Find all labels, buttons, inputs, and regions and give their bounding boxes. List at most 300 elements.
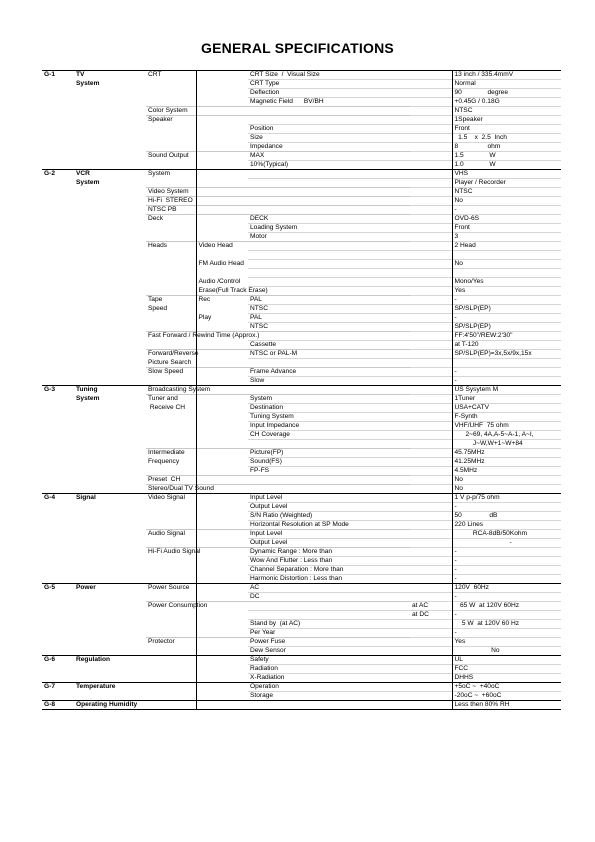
spec-subitem bbox=[196, 458, 248, 467]
spec-value: SP/SLP(EP)=3x,5x/9x,15x bbox=[452, 350, 561, 359]
spec-item: Sound Output bbox=[146, 152, 196, 161]
spec-row bbox=[42, 323, 561, 332]
spec-condition bbox=[410, 296, 452, 305]
spec-id: G-7 bbox=[42, 683, 74, 692]
spec-row bbox=[42, 107, 561, 116]
spec-parameter: Position bbox=[248, 125, 410, 134]
spec-row bbox=[42, 386, 561, 395]
spec-subitem bbox=[196, 566, 248, 575]
spec-condition bbox=[410, 350, 452, 359]
spec-subitem bbox=[196, 503, 248, 512]
spec-row bbox=[42, 80, 561, 89]
spec-row bbox=[42, 629, 561, 638]
spec-item bbox=[146, 233, 196, 242]
spec-row bbox=[42, 296, 561, 305]
spec-value bbox=[452, 251, 561, 260]
spec-id bbox=[42, 548, 74, 557]
spec-item: Receive CH bbox=[148, 403, 186, 411]
spec-id: G-3 bbox=[42, 386, 74, 395]
spec-row bbox=[42, 557, 561, 566]
spec-row bbox=[42, 521, 561, 530]
spec-parameter bbox=[248, 179, 410, 188]
spec-item bbox=[146, 422, 196, 431]
spec-id bbox=[42, 557, 74, 566]
spec-item: Speaker bbox=[146, 116, 196, 125]
spec-value: No bbox=[452, 197, 561, 206]
spec-id bbox=[42, 89, 74, 98]
spec-condition bbox=[410, 251, 452, 260]
spec-section bbox=[74, 116, 146, 125]
spec-section bbox=[74, 233, 146, 242]
spec-id bbox=[42, 206, 74, 215]
spec-id bbox=[42, 152, 74, 161]
spec-row bbox=[42, 503, 561, 512]
spec-value: Yes bbox=[452, 287, 561, 296]
spec-section: Operating Humidity bbox=[74, 701, 146, 710]
spec-row bbox=[42, 548, 561, 557]
spec-condition bbox=[410, 71, 452, 80]
spec-subitem bbox=[196, 584, 248, 593]
spec-value: F-Synth bbox=[452, 413, 561, 422]
spec-condition bbox=[410, 314, 452, 323]
spec-value: - bbox=[452, 314, 561, 323]
spec-condition: at DC bbox=[410, 611, 452, 620]
spec-condition bbox=[410, 188, 452, 197]
spec-section bbox=[74, 431, 146, 440]
spec-subitem bbox=[196, 170, 248, 179]
spec-subitem bbox=[196, 89, 248, 98]
spec-section bbox=[74, 332, 146, 341]
spec-section: Power bbox=[74, 584, 146, 593]
spec-section bbox=[74, 143, 146, 152]
spec-section bbox=[74, 341, 146, 350]
spec-parameter: PAL bbox=[248, 314, 410, 323]
spec-row bbox=[42, 665, 561, 674]
spec-condition bbox=[410, 521, 452, 530]
spec-parameter: Per Year bbox=[248, 629, 410, 638]
spec-id bbox=[42, 566, 74, 575]
spec-parameter: Cassette bbox=[248, 341, 410, 350]
spec-item bbox=[146, 278, 196, 287]
spec-subitem bbox=[196, 215, 248, 224]
spec-section bbox=[74, 278, 146, 287]
spec-value: Front bbox=[452, 224, 561, 233]
spec-parameter: S/N Ratio (Weighted) bbox=[248, 512, 410, 521]
spec-item bbox=[146, 98, 196, 107]
spec-row bbox=[42, 404, 561, 413]
spec-row bbox=[42, 638, 561, 647]
spec-id bbox=[42, 134, 74, 143]
spec-id: G-4 bbox=[42, 494, 74, 503]
spec-item: Video System bbox=[146, 188, 196, 197]
spec-id bbox=[42, 539, 74, 548]
spec-section bbox=[74, 449, 146, 458]
spec-parameter: Loading System bbox=[248, 224, 410, 233]
spec-section bbox=[74, 377, 146, 386]
spec-table bbox=[42, 70, 561, 710]
spec-section bbox=[74, 323, 146, 332]
spec-value: - bbox=[452, 296, 561, 305]
spec-item: Audio Signal bbox=[146, 530, 196, 539]
spec-section bbox=[74, 404, 146, 413]
spec-item: NTSC PB bbox=[146, 206, 196, 215]
spec-row bbox=[42, 377, 561, 386]
spec-subitem: Erase(Full Track Erase) bbox=[196, 287, 248, 296]
spec-condition bbox=[410, 593, 452, 602]
spec-item bbox=[146, 683, 196, 692]
spec-section bbox=[74, 350, 146, 359]
spec-subitem bbox=[196, 323, 248, 332]
spec-row bbox=[42, 683, 561, 692]
spec-item bbox=[146, 125, 196, 134]
spec-row bbox=[42, 125, 561, 134]
spec-parameter bbox=[248, 386, 410, 395]
spec-id bbox=[42, 620, 74, 629]
spec-id bbox=[42, 350, 74, 359]
spec-row bbox=[42, 485, 561, 494]
spec-subitem bbox=[196, 305, 248, 314]
spec-parameter bbox=[248, 170, 410, 179]
spec-item bbox=[146, 692, 196, 701]
spec-row bbox=[42, 566, 561, 575]
spec-section: VCR bbox=[74, 170, 146, 179]
spec-section: System bbox=[76, 79, 100, 87]
spec-condition bbox=[410, 206, 452, 215]
spec-condition bbox=[410, 701, 452, 710]
spec-id bbox=[42, 323, 74, 332]
spec-section bbox=[74, 692, 146, 701]
spec-item bbox=[146, 593, 196, 602]
spec-row bbox=[42, 224, 561, 233]
spec-value: UL bbox=[452, 656, 561, 665]
spec-section bbox=[74, 251, 146, 260]
spec-condition bbox=[410, 242, 452, 251]
spec-parameter bbox=[248, 269, 410, 278]
spec-row bbox=[42, 413, 561, 422]
spec-section bbox=[74, 359, 146, 368]
spec-parameter: Dynamic Range : More than bbox=[248, 548, 410, 557]
spec-condition bbox=[410, 413, 452, 422]
spec-subitem bbox=[196, 620, 248, 629]
spec-value: 3 bbox=[452, 233, 561, 242]
spec-item bbox=[146, 179, 196, 188]
spec-condition bbox=[410, 161, 452, 170]
spec-item: Picture Search bbox=[148, 358, 192, 366]
spec-subitem bbox=[196, 440, 248, 449]
spec-section bbox=[74, 440, 146, 449]
spec-parameter: NTSC bbox=[248, 323, 410, 332]
spec-section bbox=[74, 98, 146, 107]
spec-condition bbox=[410, 269, 452, 278]
spec-row bbox=[42, 242, 561, 251]
spec-section bbox=[74, 638, 146, 647]
spec-item: Tuner and bbox=[146, 395, 196, 404]
spec-item: Preset CH bbox=[146, 476, 196, 485]
spec-condition bbox=[410, 422, 452, 431]
spec-row bbox=[42, 152, 561, 161]
spec-subitem bbox=[196, 557, 248, 566]
spec-row bbox=[42, 602, 561, 611]
spec-row bbox=[42, 494, 561, 503]
spec-row bbox=[42, 143, 561, 152]
spec-section bbox=[74, 314, 146, 323]
spec-row bbox=[42, 71, 561, 80]
spec-row bbox=[42, 134, 561, 143]
spec-parameter bbox=[248, 260, 410, 269]
spec-item: Power Consumption bbox=[148, 602, 208, 609]
spec-subitem bbox=[196, 512, 248, 521]
spec-value: - bbox=[452, 548, 561, 557]
spec-value: 1Speaker bbox=[452, 116, 561, 125]
spec-section bbox=[74, 620, 146, 629]
spec-id bbox=[42, 422, 74, 431]
spec-value: No bbox=[452, 476, 561, 485]
spec-subitem bbox=[196, 647, 248, 656]
spec-id bbox=[42, 80, 74, 89]
spec-value: OVD-6S bbox=[452, 215, 561, 224]
spec-id bbox=[42, 611, 74, 620]
spec-condition bbox=[410, 440, 452, 449]
spec-id bbox=[42, 602, 74, 611]
spec-subitem bbox=[196, 521, 248, 530]
spec-parameter: Storage bbox=[248, 692, 410, 701]
spec-subitem bbox=[196, 413, 248, 422]
spec-parameter: NTSC or PAL-M bbox=[248, 350, 410, 359]
spec-item: Slow Speed bbox=[146, 368, 196, 377]
spec-row bbox=[42, 260, 561, 269]
spec-value: 1.0 W bbox=[452, 161, 561, 170]
spec-parameter: Output Level bbox=[248, 539, 410, 548]
spec-section bbox=[74, 224, 146, 233]
spec-value: J~W,W+1~W+84 bbox=[452, 440, 561, 449]
spec-id bbox=[42, 332, 74, 341]
spec-id bbox=[42, 251, 74, 260]
spec-value: 1Tuner bbox=[452, 395, 561, 404]
spec-id bbox=[42, 647, 74, 656]
spec-subitem bbox=[196, 701, 248, 710]
spec-parameter: NTSC bbox=[248, 305, 410, 314]
spec-subitem bbox=[196, 107, 248, 116]
spec-condition bbox=[410, 431, 452, 440]
spec-subitem bbox=[196, 467, 248, 476]
spec-id bbox=[42, 440, 74, 449]
spec-value: 220 Lines bbox=[452, 521, 561, 530]
spec-row bbox=[42, 584, 561, 593]
spec-id bbox=[42, 296, 74, 305]
spec-section bbox=[74, 629, 146, 638]
spec-condition bbox=[410, 116, 452, 125]
spec-subitem bbox=[196, 188, 248, 197]
spec-condition bbox=[410, 548, 452, 557]
spec-item bbox=[146, 647, 196, 656]
spec-parameter bbox=[248, 197, 410, 206]
spec-value: VHF/UHF 75 ohm bbox=[452, 422, 561, 431]
spec-section bbox=[74, 89, 146, 98]
spec-subitem: Audio /Control bbox=[196, 278, 248, 287]
spec-condition bbox=[410, 332, 452, 341]
spec-parameter: Safety bbox=[248, 656, 410, 665]
spec-item: Stereo/Dual TV Sound bbox=[148, 485, 214, 492]
spec-condition bbox=[410, 467, 452, 476]
spec-row bbox=[42, 611, 561, 620]
spec-value bbox=[452, 269, 561, 278]
spec-value: No bbox=[452, 485, 561, 494]
spec-id bbox=[42, 593, 74, 602]
spec-parameter: PAL bbox=[248, 296, 410, 305]
spec-condition bbox=[410, 647, 452, 656]
spec-subitem bbox=[196, 269, 248, 278]
spec-id bbox=[42, 413, 74, 422]
spec-item bbox=[146, 143, 196, 152]
spec-section bbox=[74, 485, 146, 494]
spec-section bbox=[74, 557, 146, 566]
spec-value: - bbox=[452, 377, 561, 386]
spec-parameter: CRT Size / Visual Size bbox=[248, 71, 410, 80]
spec-item: Broadcasting System bbox=[148, 386, 211, 393]
spec-section bbox=[74, 125, 146, 134]
spec-id bbox=[42, 521, 74, 530]
spec-subitem bbox=[196, 674, 248, 683]
spec-item bbox=[146, 539, 196, 548]
spec-condition bbox=[410, 557, 452, 566]
spec-item: Hi-Fi Audio Signal bbox=[148, 548, 201, 555]
spec-id bbox=[42, 161, 74, 170]
spec-value: 13 inch / 335.4mmV bbox=[452, 71, 561, 80]
spec-subitem bbox=[196, 251, 248, 260]
spec-subitem bbox=[196, 611, 248, 620]
spec-row bbox=[42, 593, 561, 602]
spec-value: - bbox=[452, 539, 561, 548]
spec-item: CRT bbox=[146, 71, 196, 80]
spec-subitem bbox=[196, 575, 248, 584]
spec-item: Deck bbox=[146, 215, 196, 224]
spec-value: Player / Recorder bbox=[452, 179, 561, 188]
spec-parameter: CH Coverage bbox=[248, 431, 410, 440]
spec-value: - bbox=[452, 593, 561, 602]
spec-parameter bbox=[248, 701, 410, 710]
spec-item: System bbox=[146, 170, 196, 179]
spec-value: - bbox=[452, 566, 561, 575]
spec-id bbox=[42, 233, 74, 242]
spec-condition bbox=[410, 539, 452, 548]
spec-value: - bbox=[452, 629, 561, 638]
spec-value: No bbox=[452, 647, 561, 656]
spec-id bbox=[42, 116, 74, 125]
spec-condition bbox=[410, 278, 452, 287]
spec-value: 1 V p-p/75 ohm bbox=[452, 494, 561, 503]
spec-item: Video Signal bbox=[146, 494, 196, 503]
spec-parameter: Destination bbox=[248, 404, 410, 413]
spec-value: 120V 60Hz bbox=[452, 584, 561, 593]
spec-section bbox=[74, 242, 146, 251]
spec-condition bbox=[410, 260, 452, 269]
spec-section bbox=[74, 188, 146, 197]
spec-value: 1.5 x 2.5 Inch bbox=[452, 134, 561, 143]
spec-section: Temperature bbox=[74, 683, 146, 692]
spec-parameter: Size bbox=[248, 134, 410, 143]
spec-value: DHHS bbox=[452, 674, 561, 683]
spec-condition bbox=[410, 287, 452, 296]
spec-id bbox=[42, 341, 74, 350]
spec-value: Front bbox=[452, 125, 561, 134]
spec-row bbox=[42, 395, 561, 404]
spec-item: Speed bbox=[148, 304, 168, 312]
spec-row bbox=[42, 269, 561, 278]
spec-parameter: Stand by (at AC) bbox=[248, 620, 410, 629]
spec-section bbox=[74, 368, 146, 377]
spec-condition bbox=[410, 449, 452, 458]
spec-parameter: Horizontal Resolution at SP Mode bbox=[248, 521, 410, 530]
spec-item bbox=[146, 620, 196, 629]
spec-section bbox=[74, 467, 146, 476]
spec-subitem bbox=[196, 71, 248, 80]
spec-value: - bbox=[452, 575, 561, 584]
spec-item: Tape bbox=[146, 296, 196, 305]
spec-id bbox=[42, 269, 74, 278]
spec-value: 2~69, 4A,A-5~A-1, A~I, bbox=[452, 431, 561, 440]
spec-value: - bbox=[452, 503, 561, 512]
spec-row bbox=[42, 161, 561, 170]
spec-item: Frequency bbox=[148, 457, 180, 465]
spec-condition bbox=[410, 125, 452, 134]
spec-row bbox=[42, 656, 561, 665]
spec-subitem bbox=[196, 548, 248, 557]
spec-section bbox=[74, 107, 146, 116]
spec-condition bbox=[410, 368, 452, 377]
spec-section bbox=[74, 305, 146, 314]
spec-section bbox=[74, 296, 146, 305]
spec-subitem bbox=[196, 161, 248, 170]
spec-value: 65 W at 120V 60Hz bbox=[452, 602, 561, 611]
spec-id bbox=[42, 368, 74, 377]
spec-item bbox=[146, 611, 196, 620]
spec-table-body bbox=[42, 71, 561, 710]
spec-parameter: Input Impedance bbox=[248, 422, 410, 431]
spec-id bbox=[42, 224, 74, 233]
spec-subitem bbox=[196, 431, 248, 440]
spec-id bbox=[42, 665, 74, 674]
spec-id bbox=[42, 179, 74, 188]
spec-parameter bbox=[248, 602, 410, 611]
spec-section bbox=[74, 593, 146, 602]
spec-section bbox=[74, 215, 146, 224]
spec-row bbox=[42, 449, 561, 458]
spec-subitem bbox=[196, 377, 248, 386]
spec-item bbox=[146, 161, 196, 170]
spec-value: - bbox=[452, 206, 561, 215]
spec-value bbox=[452, 359, 561, 368]
spec-parameter: Impedance bbox=[248, 143, 410, 152]
spec-parameter: Input Level bbox=[248, 530, 410, 539]
spec-section: Tuning bbox=[74, 386, 146, 395]
spec-parameter: Tuning System bbox=[248, 413, 410, 422]
spec-parameter: Frame Advance bbox=[248, 368, 410, 377]
spec-item bbox=[146, 413, 196, 422]
spec-subitem bbox=[196, 98, 248, 107]
spec-parameter bbox=[248, 359, 410, 368]
spec-subitem bbox=[196, 593, 248, 602]
spec-id bbox=[42, 377, 74, 386]
spec-id: G-2 bbox=[42, 170, 74, 179]
spec-condition bbox=[410, 341, 452, 350]
spec-id: G-8 bbox=[42, 701, 74, 710]
spec-id bbox=[42, 431, 74, 440]
spec-subitem bbox=[196, 404, 248, 413]
spec-id bbox=[42, 98, 74, 107]
spec-subitem bbox=[196, 476, 248, 485]
spec-id bbox=[42, 359, 74, 368]
spec-row bbox=[42, 287, 561, 296]
